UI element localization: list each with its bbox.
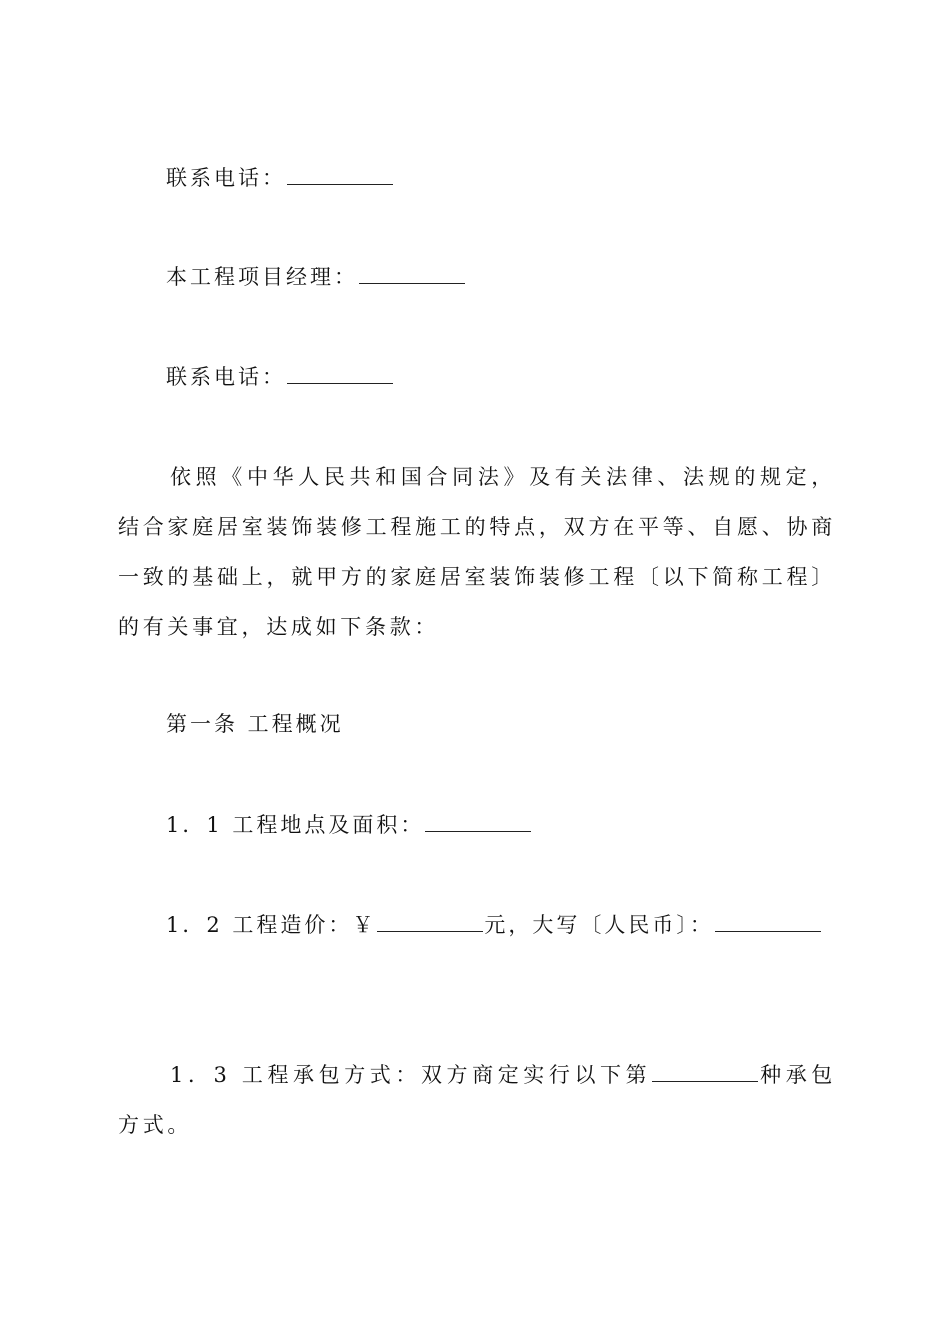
intro-paragraph: 依照《中华人民共和国合同法》及有关法律、法规的规定，结合家庭居室装饰装修工程施工的特点，双方在平等、自愿、协商一致的基础上，就甲方的家庭居室装饰装修工程〔以下简称工程〕的有关事宜，达成如下条款： (118, 465, 836, 639)
fill-in-blank[interactable] (359, 265, 465, 284)
article-1-title: 第一条 工程概况 (166, 712, 344, 736)
fill-in-blank[interactable] (652, 1063, 758, 1082)
contact-phone-label: 联系电话： (166, 166, 286, 190)
fill-in-blank[interactable] (715, 913, 821, 932)
project-manager-line (166, 262, 466, 292)
item-1-3-label: 1．3 工程承包方式：双方商定实行以下第 (170, 1063, 652, 1087)
item-1-1-line (166, 810, 532, 840)
project-manager-label: 本工程项目经理： (166, 265, 358, 289)
item-1-3-label-2: 种承包方式。 (118, 1063, 836, 1137)
item-1-2-label: 1．2 工程造价：￥ (166, 913, 377, 937)
item-1-2-line (166, 910, 822, 940)
contact-phone-line-2 (166, 362, 394, 392)
contact-phone-label: 联系电话： (166, 365, 286, 389)
fill-in-blank[interactable] (377, 913, 483, 932)
contact-phone-line-1 (166, 163, 394, 193)
item-1-2-label-2: 元，大写〔人民币〕： (484, 913, 714, 937)
item-1-1-label: 1．1 工程地点及面积： (166, 813, 425, 837)
fill-in-blank[interactable] (287, 166, 393, 185)
fill-in-blank[interactable] (287, 365, 393, 384)
fill-in-blank[interactable] (425, 813, 531, 832)
item-1-3-paragraph (118, 1050, 836, 1150)
